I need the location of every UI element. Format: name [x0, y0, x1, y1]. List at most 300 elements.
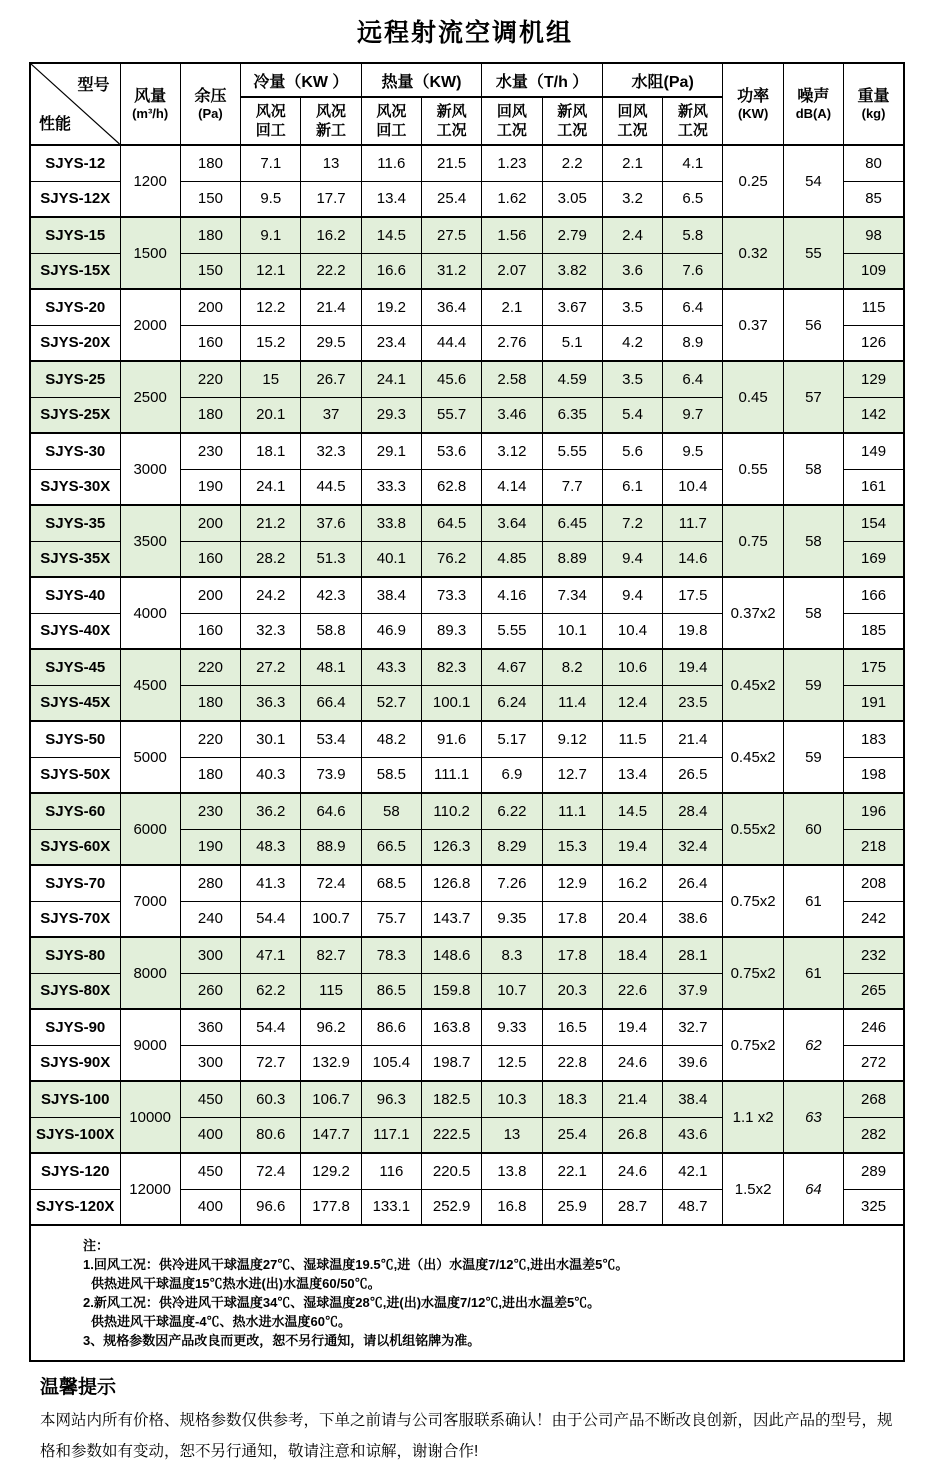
cell-noise: 64 — [783, 1153, 843, 1225]
cell-heating-fresh: 91.6 — [421, 721, 481, 757]
cell-pressure: 160 — [180, 325, 240, 361]
cell-model: SJYS-70X — [30, 901, 120, 937]
cell-waterflow-fresh: 6.35 — [542, 397, 602, 433]
cell-model: SJYS-12 — [30, 145, 120, 181]
cell-heating-return: 117.1 — [361, 1117, 421, 1153]
cell-waterresistance-fresh: 5.8 — [663, 217, 723, 253]
cell-cooling-return: 15 — [241, 361, 301, 397]
cell-heating-return: 52.7 — [361, 685, 421, 721]
cell-cooling-fresh: 147.7 — [301, 1117, 361, 1153]
cell-waterflow-fresh: 8.2 — [542, 649, 602, 685]
cell-weight: 129 — [844, 361, 904, 397]
cell-waterflow-return: 8.29 — [482, 829, 542, 865]
cell-waterresistance-return: 7.2 — [602, 505, 662, 541]
header-airflow-unit: (m³/h) — [132, 106, 169, 121]
cell-model: SJYS-30X — [30, 469, 120, 505]
cell-waterflow-return: 2.58 — [482, 361, 542, 397]
cell-waterflow-fresh: 9.12 — [542, 721, 602, 757]
cell-waterflow-fresh: 11.1 — [542, 793, 602, 829]
cell-airflow: 1500 — [120, 217, 180, 289]
cell-waterflow-fresh: 3.82 — [542, 253, 602, 289]
cell-power: 0.45 — [723, 361, 783, 433]
cell-airflow: 3000 — [120, 433, 180, 505]
cell-waterresistance-fresh: 43.6 — [663, 1117, 723, 1153]
cell-weight: 126 — [844, 325, 904, 361]
cell-waterflow-return: 10.3 — [482, 1081, 542, 1117]
cell-model: SJYS-100 — [30, 1081, 120, 1117]
cell-noise: 58 — [783, 577, 843, 649]
cell-model: SJYS-60 — [30, 793, 120, 829]
table-row — [30, 793, 904, 829]
cell-cooling-fresh: 53.4 — [301, 721, 361, 757]
cell-pressure: 190 — [180, 469, 240, 505]
cell-waterflow-fresh: 16.5 — [542, 1009, 602, 1045]
cell-cooling-fresh: 73.9 — [301, 757, 361, 793]
cell-waterflow-return: 8.3 — [482, 937, 542, 973]
cell-heating-fresh: 252.9 — [421, 1189, 481, 1225]
cell-waterflow-fresh: 5.55 — [542, 433, 602, 469]
cell-waterresistance-return: 3.6 — [602, 253, 662, 289]
cell-heating-fresh: 198.7 — [421, 1045, 481, 1081]
cell-heating-fresh: 76.2 — [421, 541, 481, 577]
header-power — [723, 63, 783, 145]
cell-waterresistance-fresh: 38.4 — [663, 1081, 723, 1117]
cell-cooling-return: 7.1 — [241, 145, 301, 181]
notes-line-5: 3、规格参数因产品改良而更改，恕不另行通知，请以机组铭牌为准。 — [83, 1333, 481, 1348]
cell-waterflow-fresh: 12.7 — [542, 757, 602, 793]
header-airflow-label: 风量 — [134, 88, 167, 105]
cell-heating-return: 40.1 — [361, 541, 421, 577]
cell-model: SJYS-15X — [30, 253, 120, 289]
cell-waterresistance-return: 6.1 — [602, 469, 662, 505]
cell-heating-fresh: 143.7 — [421, 901, 481, 937]
cell-airflow: 7000 — [120, 865, 180, 937]
header-noise — [783, 63, 843, 145]
cell-heating-fresh: 64.5 — [421, 505, 481, 541]
table-row — [30, 217, 904, 253]
cell-pressure: 450 — [180, 1153, 240, 1189]
cell-waterflow-fresh: 22.8 — [542, 1045, 602, 1081]
cell-cooling-return: 47.1 — [241, 937, 301, 973]
cell-noise: 61 — [783, 865, 843, 937]
cell-cooling-fresh: 82.7 — [301, 937, 361, 973]
cell-weight: 289 — [844, 1153, 904, 1189]
cell-pressure: 230 — [180, 433, 240, 469]
cell-model: SJYS-35X — [30, 541, 120, 577]
cell-heating-fresh: 62.8 — [421, 469, 481, 505]
cell-pressure: 360 — [180, 1009, 240, 1045]
cell-waterflow-fresh: 2.2 — [542, 145, 602, 181]
table-row — [30, 721, 904, 757]
cell-pressure: 200 — [180, 289, 240, 325]
cell-waterresistance-fresh: 8.9 — [663, 325, 723, 361]
cell-waterflow-fresh: 3.05 — [542, 181, 602, 217]
cell-cooling-fresh: 37 — [301, 397, 361, 433]
cell-waterflow-fresh: 18.3 — [542, 1081, 602, 1117]
cell-waterflow-return: 1.23 — [482, 145, 542, 181]
cell-power: 0.75x2 — [723, 1009, 783, 1081]
cell-cooling-fresh: 13 — [301, 145, 361, 181]
cell-cooling-fresh: 32.3 — [301, 433, 361, 469]
notes-line-4: 供热进风干球温度-4℃、热水进水温度60℃。 — [91, 1314, 352, 1329]
cell-cooling-return: 15.2 — [241, 325, 301, 361]
cell-weight: 198 — [844, 757, 904, 793]
cell-pressure: 180 — [180, 217, 240, 253]
cell-model: SJYS-90X — [30, 1045, 120, 1081]
cell-model: SJYS-30 — [30, 433, 120, 469]
cell-model: SJYS-60X — [30, 829, 120, 865]
cell-heating-return: 29.1 — [361, 433, 421, 469]
cell-model: SJYS-25X — [30, 397, 120, 433]
cell-waterresistance-fresh: 9.5 — [663, 433, 723, 469]
cell-power: 0.32 — [723, 217, 783, 289]
cell-waterresistance-return: 14.5 — [602, 793, 662, 829]
cell-weight: 98 — [844, 217, 904, 253]
header-power-label: 功率 — [737, 88, 770, 105]
cell-waterresistance-fresh: 10.4 — [663, 469, 723, 505]
cell-cooling-return: 54.4 — [241, 1009, 301, 1045]
header-group-cooling: 冷量（KW ） — [241, 63, 362, 97]
cell-waterflow-fresh: 6.45 — [542, 505, 602, 541]
table-row — [30, 505, 904, 541]
cell-model: SJYS-120 — [30, 1153, 120, 1189]
cell-heating-fresh: 222.5 — [421, 1117, 481, 1153]
cell-weight: 242 — [844, 901, 904, 937]
cell-waterflow-return: 6.24 — [482, 685, 542, 721]
cell-waterresistance-return: 10.6 — [602, 649, 662, 685]
cell-heating-return: 105.4 — [361, 1045, 421, 1081]
cell-noise: 57 — [783, 361, 843, 433]
cell-waterflow-fresh: 12.9 — [542, 865, 602, 901]
cell-heating-fresh: 27.5 — [421, 217, 481, 253]
cell-weight: 196 — [844, 793, 904, 829]
cell-pressure: 220 — [180, 361, 240, 397]
cell-waterflow-return: 7.26 — [482, 865, 542, 901]
cell-heating-fresh: 25.4 — [421, 181, 481, 217]
table-row — [30, 1081, 904, 1117]
cell-waterflow-fresh: 7.7 — [542, 469, 602, 505]
cell-heating-return: 75.7 — [361, 901, 421, 937]
cell-heating-return: 13.4 — [361, 181, 421, 217]
cell-weight: 268 — [844, 1081, 904, 1117]
cell-heating-return: 68.5 — [361, 865, 421, 901]
cell-cooling-fresh: 22.2 — [301, 253, 361, 289]
cell-heating-return: 48.2 — [361, 721, 421, 757]
cell-waterflow-return: 9.33 — [482, 1009, 542, 1045]
cell-heating-fresh: 126.3 — [421, 829, 481, 865]
cell-airflow: 12000 — [120, 1153, 180, 1225]
cell-waterflow-fresh: 11.4 — [542, 685, 602, 721]
table-row — [30, 361, 904, 397]
cell-heating-return: 96.3 — [361, 1081, 421, 1117]
cell-heating-fresh: 44.4 — [421, 325, 481, 361]
cell-heating-fresh: 110.2 — [421, 793, 481, 829]
header-power-unit: (KW) — [737, 106, 769, 121]
cell-waterresistance-fresh: 32.7 — [663, 1009, 723, 1045]
cell-waterresistance-fresh: 28.4 — [663, 793, 723, 829]
cell-heating-fresh: 126.8 — [421, 865, 481, 901]
cell-waterresistance-fresh: 4.1 — [663, 145, 723, 181]
cell-heating-fresh: 53.6 — [421, 433, 481, 469]
cell-cooling-return: 41.3 — [241, 865, 301, 901]
cell-heating-fresh: 182.5 — [421, 1081, 481, 1117]
cell-noise: 58 — [783, 433, 843, 505]
cell-waterflow-fresh: 25.4 — [542, 1117, 602, 1153]
subheader-waterflow-return: 回风 工况 — [482, 97, 542, 145]
cell-heating-return: 19.2 — [361, 289, 421, 325]
subheader-cooling-fresh: 风况 新工 — [301, 97, 361, 145]
cell-cooling-return: 28.2 — [241, 541, 301, 577]
cell-waterflow-fresh: 8.89 — [542, 541, 602, 577]
cell-waterflow-fresh: 20.3 — [542, 973, 602, 1009]
cell-waterresistance-fresh: 42.1 — [663, 1153, 723, 1189]
cell-waterflow-return: 1.56 — [482, 217, 542, 253]
cell-cooling-fresh: 88.9 — [301, 829, 361, 865]
cell-waterresistance-return: 10.4 — [602, 613, 662, 649]
cell-cooling-return: 21.2 — [241, 505, 301, 541]
cell-model: SJYS-50X — [30, 757, 120, 793]
cell-model: SJYS-40 — [30, 577, 120, 613]
cell-heating-fresh: 111.1 — [421, 757, 481, 793]
cell-pressure: 150 — [180, 253, 240, 289]
table-row — [30, 937, 904, 973]
cell-cooling-fresh: 177.8 — [301, 1189, 361, 1225]
cell-airflow: 5000 — [120, 721, 180, 793]
cell-waterresistance-return: 16.2 — [602, 865, 662, 901]
cell-power: 1.5x2 — [723, 1153, 783, 1225]
cell-weight: 115 — [844, 289, 904, 325]
cell-airflow: 10000 — [120, 1081, 180, 1153]
cell-waterresistance-fresh: 37.9 — [663, 973, 723, 1009]
cell-cooling-fresh: 129.2 — [301, 1153, 361, 1189]
cell-airflow: 2000 — [120, 289, 180, 361]
cell-waterflow-return: 1.62 — [482, 181, 542, 217]
cell-model: SJYS-50 — [30, 721, 120, 757]
cell-weight: 161 — [844, 469, 904, 505]
cell-waterflow-fresh: 3.67 — [542, 289, 602, 325]
cell-pressure: 180 — [180, 685, 240, 721]
cell-waterflow-return: 3.12 — [482, 433, 542, 469]
cell-model: SJYS-12X — [30, 181, 120, 217]
cell-cooling-return: 36.3 — [241, 685, 301, 721]
cell-cooling-return: 72.4 — [241, 1153, 301, 1189]
cell-airflow: 9000 — [120, 1009, 180, 1081]
cell-waterresistance-fresh: 21.4 — [663, 721, 723, 757]
table-row — [30, 289, 904, 325]
cell-waterresistance-return: 4.2 — [602, 325, 662, 361]
cell-heating-return: 16.6 — [361, 253, 421, 289]
cell-model: SJYS-45X — [30, 685, 120, 721]
cell-model: SJYS-100X — [30, 1117, 120, 1153]
cell-power: 0.55 — [723, 433, 783, 505]
cell-heating-return: 24.1 — [361, 361, 421, 397]
cell-cooling-fresh: 72.4 — [301, 865, 361, 901]
cell-waterresistance-return: 28.7 — [602, 1189, 662, 1225]
cell-waterresistance-return: 2.4 — [602, 217, 662, 253]
subheader-cooling-return: 风况 回工 — [241, 97, 301, 145]
header-group-waterflow: 水量（T/h ） — [482, 63, 603, 97]
cell-heating-fresh: 73.3 — [421, 577, 481, 613]
cell-waterflow-return: 10.7 — [482, 973, 542, 1009]
cell-waterresistance-return: 3.5 — [602, 361, 662, 397]
cell-cooling-return: 80.6 — [241, 1117, 301, 1153]
cell-noise: 58 — [783, 505, 843, 577]
cell-cooling-fresh: 106.7 — [301, 1081, 361, 1117]
cell-cooling-return: 96.6 — [241, 1189, 301, 1225]
cell-waterresistance-return: 24.6 — [602, 1045, 662, 1081]
cell-waterresistance-fresh: 14.6 — [663, 541, 723, 577]
cell-cooling-return: 72.7 — [241, 1045, 301, 1081]
cell-heating-fresh: 82.3 — [421, 649, 481, 685]
header-group-heating: 热量（KW) — [361, 63, 482, 97]
cell-weight: 154 — [844, 505, 904, 541]
cell-heating-fresh: 148.6 — [421, 937, 481, 973]
cell-waterflow-return: 16.8 — [482, 1189, 542, 1225]
cell-heating-return: 14.5 — [361, 217, 421, 253]
notes-line-3: 2.新风工况：供冷进风干球温度34℃、湿球温度28℃,进(出)水温度7/12℃,进出水温差5℃。 — [83, 1295, 601, 1310]
cell-waterflow-return: 9.35 — [482, 901, 542, 937]
table-row — [30, 433, 904, 469]
cell-heating-return: 78.3 — [361, 937, 421, 973]
header-pressure-label: 余压 — [194, 88, 227, 105]
cell-model: SJYS-25 — [30, 361, 120, 397]
cell-cooling-fresh: 17.7 — [301, 181, 361, 217]
cell-cooling-fresh: 16.2 — [301, 217, 361, 253]
cell-cooling-fresh: 115 — [301, 973, 361, 1009]
cell-waterresistance-fresh: 6.4 — [663, 289, 723, 325]
cell-waterresistance-fresh: 28.1 — [663, 937, 723, 973]
cell-cooling-fresh: 26.7 — [301, 361, 361, 397]
cell-power: 0.37x2 — [723, 577, 783, 649]
cell-pressure: 260 — [180, 973, 240, 1009]
cell-weight: 272 — [844, 1045, 904, 1081]
cell-heating-return: 133.1 — [361, 1189, 421, 1225]
header-performance-label: 性能 — [39, 116, 72, 133]
cell-waterflow-return: 4.16 — [482, 577, 542, 613]
cell-pressure: 200 — [180, 505, 240, 541]
cell-weight: 265 — [844, 973, 904, 1009]
cell-heating-return: 58.5 — [361, 757, 421, 793]
cell-waterflow-fresh: 7.34 — [542, 577, 602, 613]
tips-body: 本网站内所有价格、规格参数仅供参考，下单之前请与公司客服联系确认！由于公司产品不断改良创新，因此产品的型号，规格和参数如有变动，恕不另行通知，敬请注意和谅解，谢谢合作! — [40, 1412, 893, 1460]
cell-weight: 208 — [844, 865, 904, 901]
tips-section — [40, 1372, 900, 1467]
cell-power: 0.75 — [723, 505, 783, 577]
cell-model: SJYS-120X — [30, 1189, 120, 1225]
notes-title: 注： — [83, 1238, 110, 1253]
subheader-waterflow-fresh: 新风 工况 — [542, 97, 602, 145]
cell-model: SJYS-35 — [30, 505, 120, 541]
cell-waterresistance-return: 3.5 — [602, 289, 662, 325]
cell-airflow: 1200 — [120, 145, 180, 217]
cell-weight: 185 — [844, 613, 904, 649]
cell-waterresistance-fresh: 9.7 — [663, 397, 723, 433]
spec-table — [29, 62, 905, 1362]
cell-pressure: 400 — [180, 1117, 240, 1153]
cell-cooling-fresh: 29.5 — [301, 325, 361, 361]
cell-power: 0.45x2 — [723, 649, 783, 721]
cell-cooling-return: 32.3 — [241, 613, 301, 649]
cell-waterresistance-fresh: 19.4 — [663, 649, 723, 685]
table-header — [30, 63, 904, 145]
cell-waterresistance-fresh: 6.5 — [663, 181, 723, 217]
notes-block — [30, 1225, 904, 1361]
cell-waterresistance-return: 22.6 — [602, 973, 662, 1009]
cell-noise: 61 — [783, 937, 843, 1009]
cell-weight: 142 — [844, 397, 904, 433]
cell-cooling-fresh: 58.8 — [301, 613, 361, 649]
cell-cooling-fresh: 21.4 — [301, 289, 361, 325]
cell-model: SJYS-20 — [30, 289, 120, 325]
cell-power: 0.37 — [723, 289, 783, 361]
cell-cooling-return: 60.3 — [241, 1081, 301, 1117]
cell-waterflow-return: 5.55 — [482, 613, 542, 649]
cell-cooling-fresh: 42.3 — [301, 577, 361, 613]
header-noise-label: 噪声 — [797, 88, 830, 105]
cell-noise: 60 — [783, 793, 843, 865]
cell-heating-return: 86.6 — [361, 1009, 421, 1045]
table-row — [30, 649, 904, 685]
cell-heating-return: 86.5 — [361, 973, 421, 1009]
cell-pressure: 300 — [180, 937, 240, 973]
cell-cooling-fresh: 48.1 — [301, 649, 361, 685]
cell-cooling-fresh: 44.5 — [301, 469, 361, 505]
tips-heading: 温馨提示 — [40, 1377, 117, 1398]
cell-waterflow-return: 6.9 — [482, 757, 542, 793]
cell-noise: 55 — [783, 217, 843, 289]
header-pressure — [180, 63, 240, 145]
cell-waterresistance-return: 2.1 — [602, 145, 662, 181]
cell-waterflow-return: 3.64 — [482, 505, 542, 541]
header-model-label: 型号 — [77, 77, 110, 94]
cell-cooling-fresh: 51.3 — [301, 541, 361, 577]
cell-cooling-fresh: 96.2 — [301, 1009, 361, 1045]
cell-pressure: 160 — [180, 541, 240, 577]
cell-heating-return: 66.5 — [361, 829, 421, 865]
cell-cooling-return: 30.1 — [241, 721, 301, 757]
cell-noise: 59 — [783, 649, 843, 721]
cell-model: SJYS-15 — [30, 217, 120, 253]
header-weight — [844, 63, 904, 145]
subheader-heating-return: 风况 回工 — [361, 97, 421, 145]
cell-waterflow-return: 12.5 — [482, 1045, 542, 1081]
cell-cooling-return: 20.1 — [241, 397, 301, 433]
cell-heating-return: 46.9 — [361, 613, 421, 649]
cell-model: SJYS-70 — [30, 865, 120, 901]
cell-weight: 80 — [844, 145, 904, 181]
header-weight-unit: (kg) — [861, 106, 886, 121]
cell-airflow: 6000 — [120, 793, 180, 865]
cell-waterresistance-fresh: 6.4 — [663, 361, 723, 397]
table-row — [30, 1153, 904, 1189]
cell-weight: 169 — [844, 541, 904, 577]
cell-airflow: 4500 — [120, 649, 180, 721]
cell-waterflow-fresh: 25.9 — [542, 1189, 602, 1225]
cell-cooling-return: 54.4 — [241, 901, 301, 937]
cell-waterresistance-fresh: 19.8 — [663, 613, 723, 649]
cell-waterflow-return: 13 — [482, 1117, 542, 1153]
cell-cooling-return: 27.2 — [241, 649, 301, 685]
cell-pressure: 240 — [180, 901, 240, 937]
cell-airflow: 4000 — [120, 577, 180, 649]
cell-heating-fresh: 100.1 — [421, 685, 481, 721]
cell-waterresistance-return: 19.4 — [602, 1009, 662, 1045]
cell-weight: 149 — [844, 433, 904, 469]
cell-waterflow-return: 2.07 — [482, 253, 542, 289]
cell-model: SJYS-20X — [30, 325, 120, 361]
cell-cooling-fresh: 37.6 — [301, 505, 361, 541]
cell-weight: 325 — [844, 1189, 904, 1225]
